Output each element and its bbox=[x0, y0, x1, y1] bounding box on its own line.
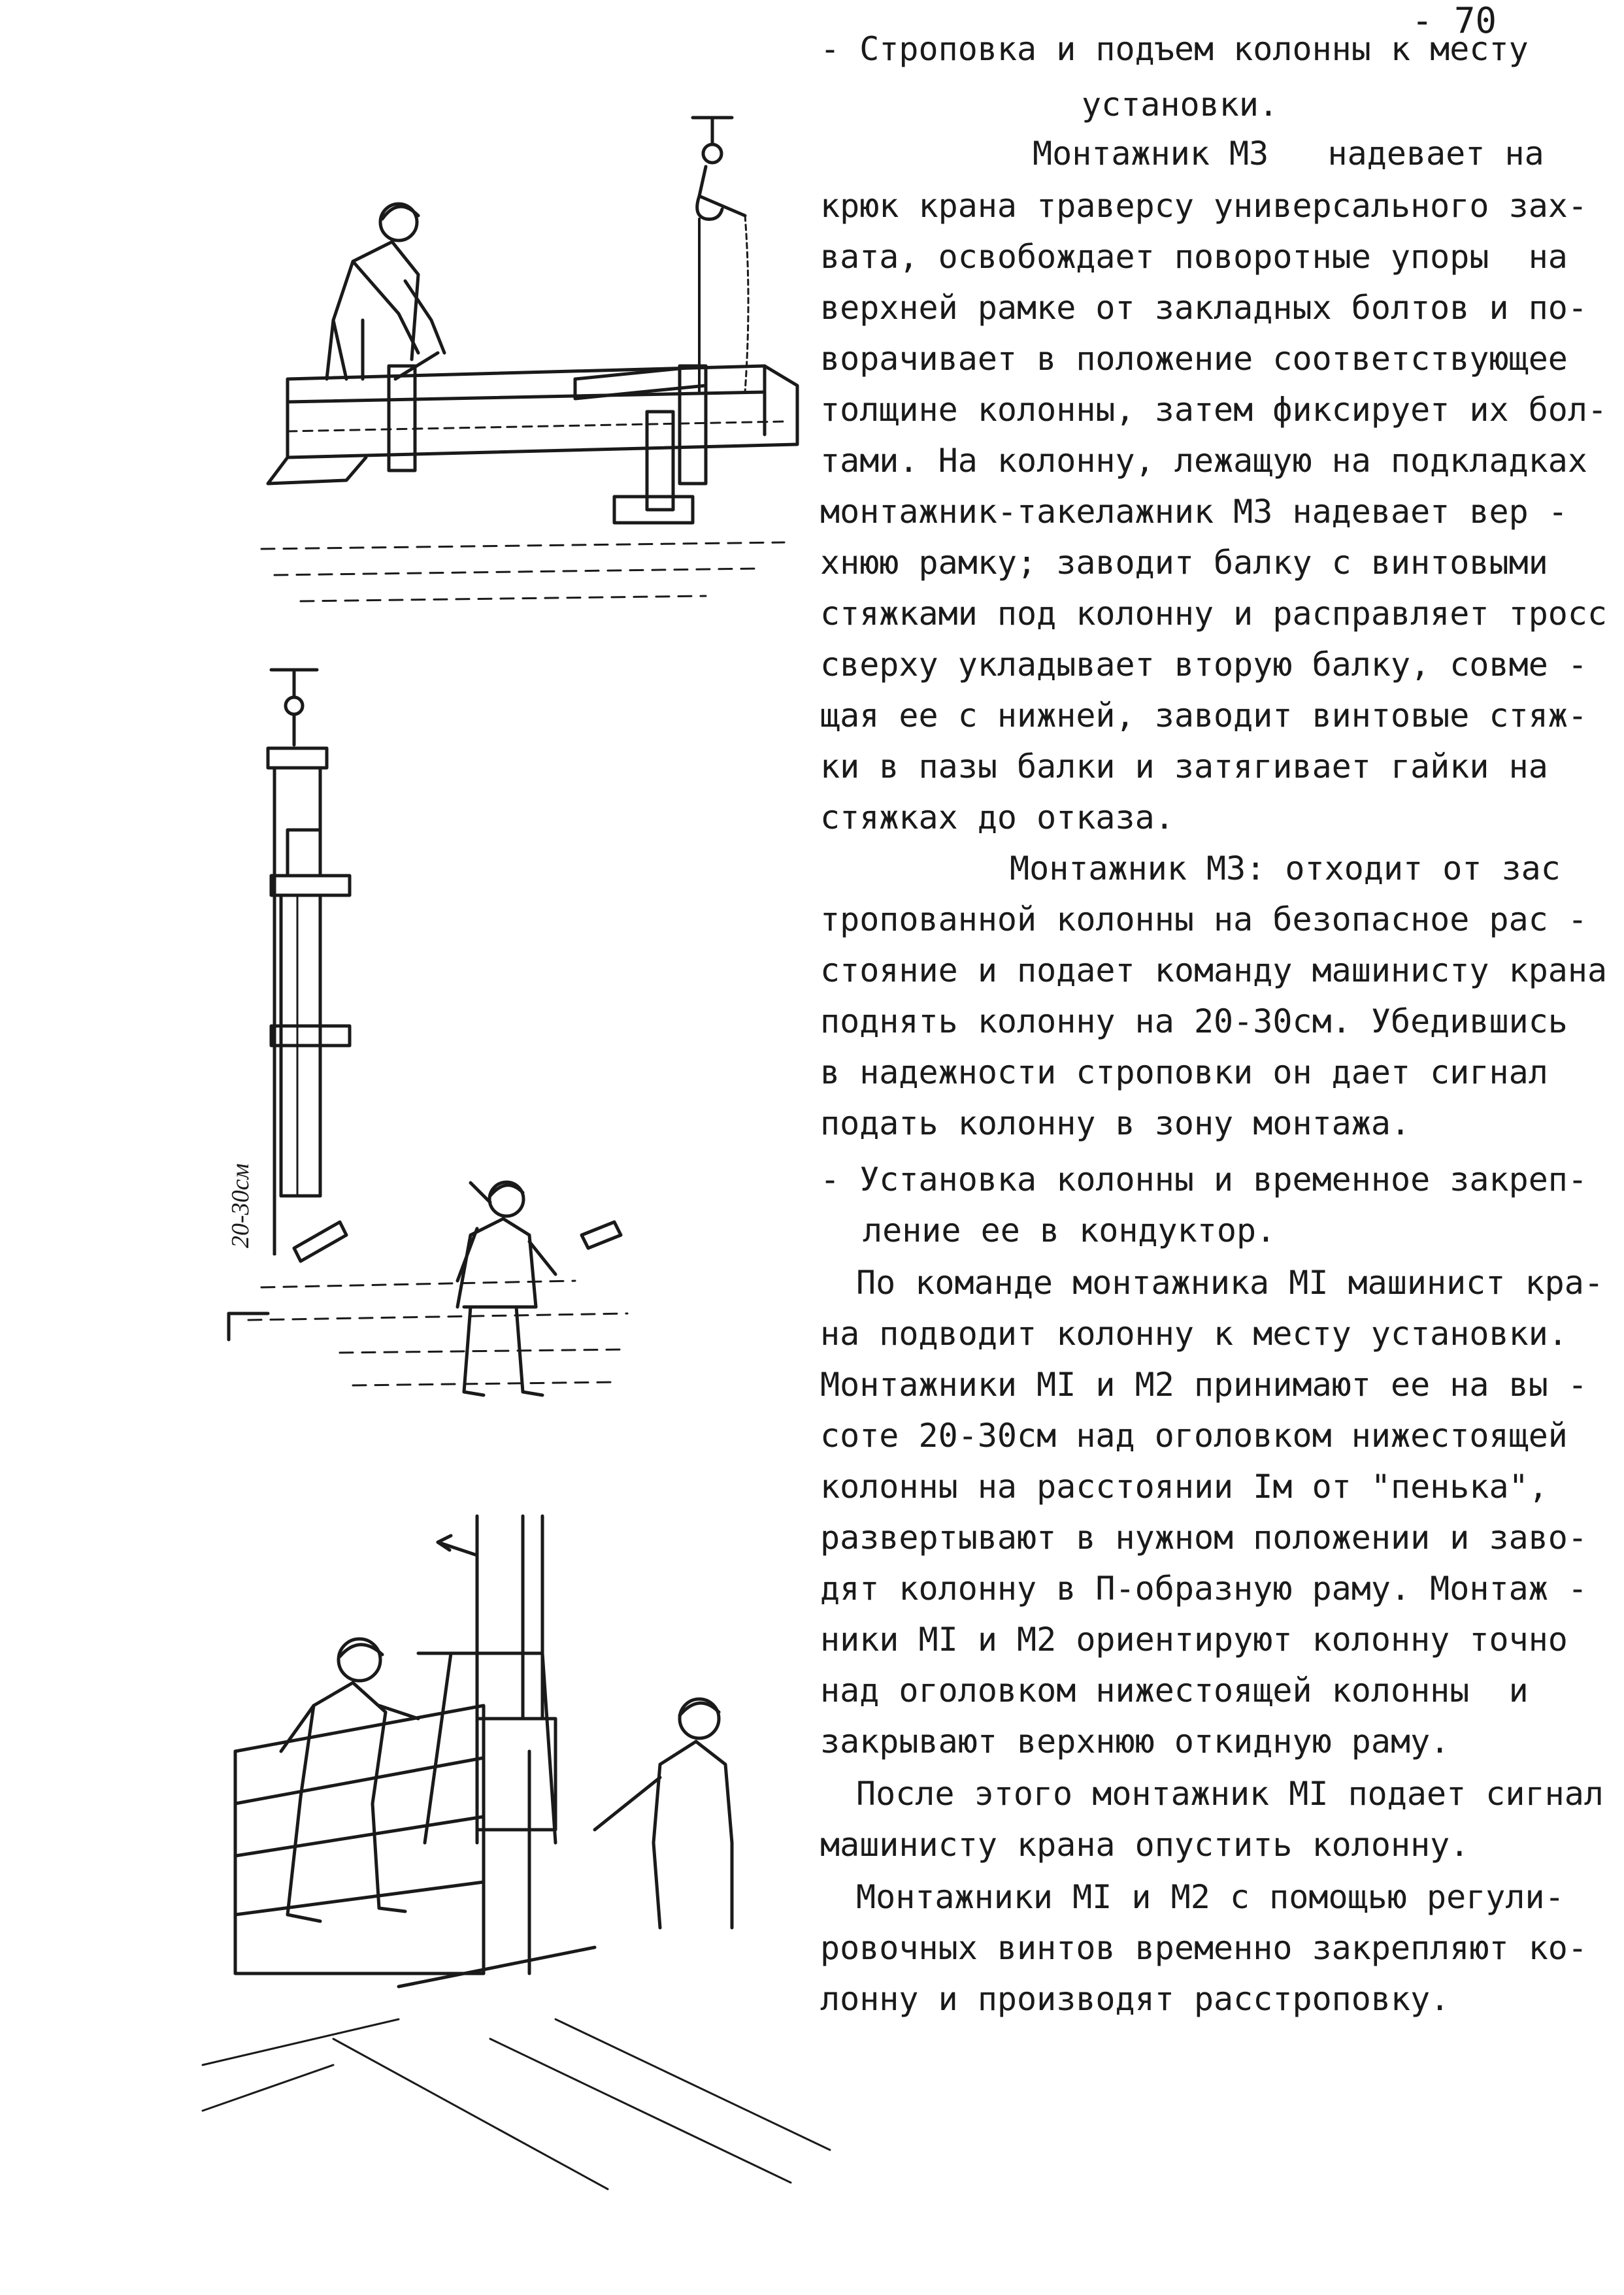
ground-lines bbox=[248, 1281, 627, 1385]
text-line: хнюю рамку; заводит балку с винтовыми bbox=[820, 544, 1548, 582]
text-line: над оголовком нижестоящей колонны и bbox=[820, 1672, 1529, 1709]
section-heading-installation-cont: ление ее в кондуктор. bbox=[863, 1212, 1276, 1249]
text-line: толщине колонны, затем фиксирует их бол- bbox=[820, 391, 1608, 429]
text-line: щая ее с нижней, заводит винтовые стяж- bbox=[820, 697, 1587, 735]
support-pad bbox=[294, 1222, 621, 1261]
text-line: тами. На колонну, лежащую на подкладках bbox=[820, 442, 1587, 480]
direction-arrow-icon bbox=[438, 1536, 477, 1555]
text-line: колонны на расстоянии Iм от "пенька", bbox=[820, 1468, 1548, 1506]
illustration-slinging bbox=[248, 105, 823, 614]
text-line: развертывают в нужном положении и заво- bbox=[820, 1519, 1587, 1557]
text-line: дят колонну в П-образную раму. Монтаж - bbox=[820, 1570, 1587, 1608]
hanging-column bbox=[268, 748, 350, 1255]
section-heading-installation: - Установка колонны и временное закреп- bbox=[820, 1161, 1587, 1198]
text-line: ки в пазы балки и затягивает гайки на bbox=[820, 748, 1548, 785]
text-line: поднять колонну на 20-30см. Убедившись bbox=[820, 1002, 1568, 1040]
text-line: Монтажники МI и М2 принимают ее на вы - bbox=[820, 1366, 1587, 1404]
worker-figure bbox=[595, 1699, 732, 1928]
page-number: - 70 bbox=[1412, 0, 1497, 41]
lift-height-label: 20-30см bbox=[227, 1163, 254, 1248]
text-line: После этого монтажник МI подает сигнал bbox=[856, 1775, 1604, 1813]
text-line: машинисту крана опустить колонну. bbox=[820, 1826, 1470, 1864]
support-pad bbox=[268, 457, 366, 484]
text-line: сверху укладывает вторую балку, совме - bbox=[820, 646, 1587, 684]
text-line: стяжках до отказа. bbox=[820, 799, 1174, 836]
text-line: тропованной колонны на безопасное рас - bbox=[820, 900, 1587, 938]
text-line: ворачивает в положение соответствующее bbox=[820, 340, 1568, 378]
text-line: монтажник-такелажник МЗ надевает вер - bbox=[820, 493, 1568, 531]
illustration-installation-jig bbox=[203, 1503, 830, 2189]
text-line: стяжками под колонну и расправляет тросс bbox=[820, 595, 1608, 633]
text-line: Монтажник МЗ надевает на bbox=[1033, 135, 1544, 173]
text-line: в надежности строповки он дает сигнал bbox=[820, 1053, 1548, 1091]
illustration-column-lifted bbox=[209, 660, 654, 1431]
section-heading-slinging-cont: установки. bbox=[1082, 86, 1279, 124]
text-line: закрывают верхнюю откидную раму. bbox=[820, 1723, 1450, 1760]
floor-lines bbox=[203, 2019, 830, 2189]
text-line: Монтажники МI и М2 с помощью регули- bbox=[856, 1878, 1565, 1916]
worker-figure bbox=[457, 1182, 555, 1395]
worker-figure bbox=[281, 1639, 418, 1921]
ground-lines bbox=[261, 542, 784, 601]
text-line: стояние и подает команду машинисту крана bbox=[820, 951, 1608, 989]
worker-figure bbox=[327, 204, 444, 379]
text-line: подать колонну в зону монтажа. bbox=[820, 1104, 1411, 1142]
text-line: соте 20-30см над оголовком нижестоящей bbox=[820, 1417, 1568, 1455]
text-line: вата, освобождает поворотные упоры на bbox=[820, 238, 1568, 276]
text-line: ники МI и М2 ориентируют колонну точно bbox=[820, 1621, 1568, 1659]
section-heading-slinging: - Строповка и подъем колонны к месту bbox=[820, 30, 1529, 68]
text-line: крюк крана траверсу универсального зах- bbox=[820, 187, 1587, 225]
crane-hook-icon bbox=[693, 118, 748, 392]
text-line: на подводит колонну к месту установки. bbox=[820, 1315, 1568, 1353]
text-line: лонну и производят расстроповку. bbox=[820, 1980, 1450, 2018]
text-line: верхней рамке от закладных болтов и по- bbox=[820, 289, 1587, 327]
crane-hook-icon bbox=[271, 670, 317, 745]
text-line: ровочных винтов временно закрепляют ко- bbox=[820, 1929, 1587, 1967]
traverse-beam bbox=[389, 353, 706, 523]
text-line: Монтажник МЗ: отходит от зас bbox=[1010, 850, 1561, 887]
text-line: По команде монтажника МI машинист кра- bbox=[856, 1264, 1604, 1302]
